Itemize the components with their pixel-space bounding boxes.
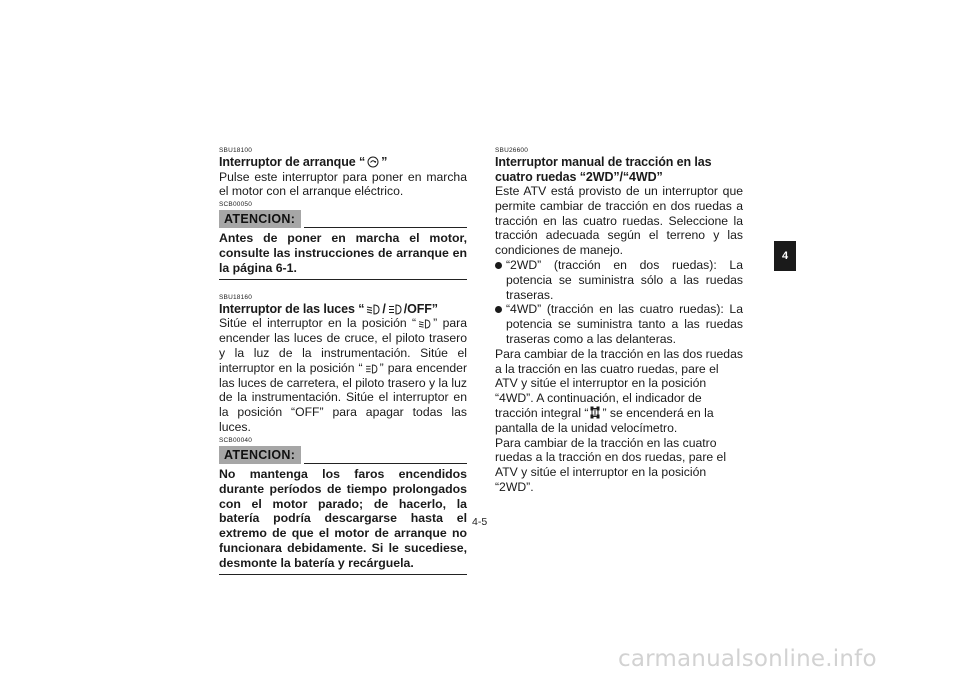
light-switch-body: Sitúe el interruptor en la posición “ ” para encender las luces de cruce, el piloto trasero y la luz de la instrumentación. Sitúe el interruptor en la posición “ ” para encender las luces de carretera, el piloto trasero y la luz de la instrumentación. Sitúe el interruptor en la posición “OFF” para apagar todas las luces.: [219, 316, 468, 434]
notice-code: SCB00040: [219, 436, 253, 444]
high-beam-icon: [388, 304, 402, 315]
notice-box: [219, 446, 467, 575]
low-beam-icon: [366, 304, 380, 315]
high-beam-icon: [365, 364, 378, 374]
light-switch-title: Interruptor de las luces “ / /OFF”: [219, 301, 438, 316]
list-item: “4WD” (tracción en las cuatro ruedas): La potencia se suministra tanto a las ruedas traseras como a las delanteras.: [495, 302, 743, 346]
4wd-switch-para1: Para cambiar de la tracción en las dos ruedas a la tracción en las cuatro ruedas, pare el ATV y sitúe el interruptor en la posición “4WD”. A continuación, el indicador de tracción integral “ ” se encenderá en la pantalla de la unidad velocímetro.: [495, 346, 743, 435]
list-item: “2WD” (tracción en dos ruedas): La potencia se suministra sólo a las ruedas traseras.: [495, 258, 743, 302]
notice-label: ATENCION:: [219, 210, 301, 228]
bullet-icon: [495, 306, 502, 313]
4wd-switch-intro: Este ATV está provisto de un interruptor que permite cambiar de tracción en dos ruedas a tracción en las cuatro ruedas. Seleccione la tracción adecuada según el terreno y las condiciones de manejo.: [495, 184, 743, 258]
bullet-icon: [495, 262, 502, 269]
chapter-tab: 4: [774, 241, 796, 271]
section-code: SBU18100: [219, 147, 253, 154]
start-switch-icon: [367, 156, 379, 168]
starter-switch-body: Pulse este interruptor para poner en marcha el motor con el arranque eléctrico.: [219, 169, 467, 199]
right-column: [495, 147, 743, 495]
notice-box: [219, 210, 467, 280]
watermark: carmanualsonline.info: [618, 646, 877, 672]
left-column: [219, 147, 467, 575]
divider: [219, 574, 467, 575]
notice-label: ATENCION:: [219, 446, 301, 464]
4wd-switch-para2: Para cambiar de la tracción en las cuatro ruedas a la tracción en dos ruedas, pare el ATV y sitúe el interruptor en la posición “2WD”.: [495, 435, 727, 494]
drive-mode-list: [495, 258, 743, 347]
section-code: SBU18160: [219, 293, 253, 301]
4wd-switch-title: Interruptor manual de tracción en las cuatro ruedas “2WD”/“4WD”: [495, 155, 712, 184]
divider: [304, 227, 467, 228]
notice-body: No mantenga los faros encendidos durante períodos de tiempo prolongados con el motor parado; de hacerlo, la batería podría descargarse hasta el extremo de que el motor de arranque no funcionara debidamente. Si le sucediese, desmonte la batería y recárguela.: [219, 466, 467, 571]
section-code: SBU26600: [495, 147, 529, 154]
low-beam-icon: [418, 319, 431, 329]
notice-body: Antes de poner en marcha el motor, consulte las instrucciones de arranque en la página 6-1.: [219, 231, 467, 275]
divider: [304, 463, 467, 464]
starter-switch-title: Interruptor de arranque “ ”: [219, 155, 388, 169]
notice-code: SCB00050: [219, 201, 253, 209]
page-number: 4-5: [472, 516, 488, 528]
four-wheel-drive-indicator-icon: [590, 406, 600, 419]
